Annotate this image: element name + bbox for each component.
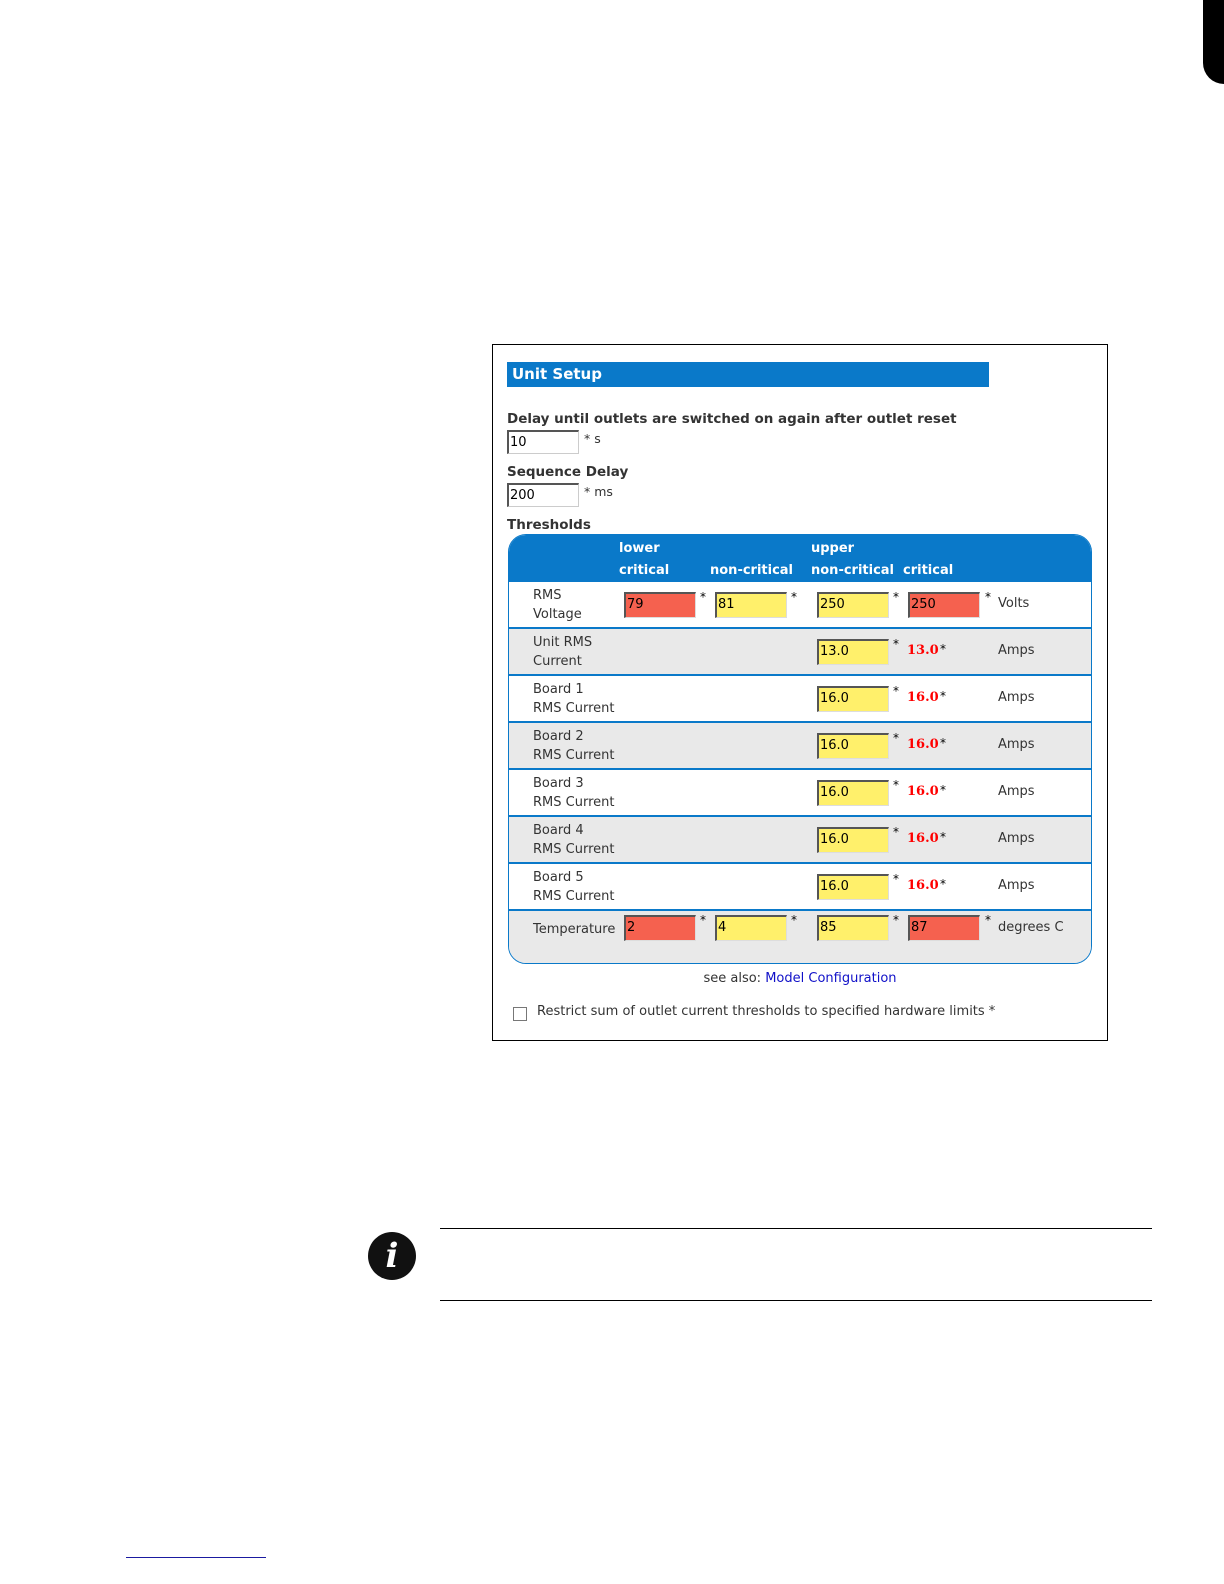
required-star: *	[893, 913, 899, 927]
upper-noncritical-input[interactable]: 16.0	[817, 874, 889, 900]
threshold-row-board-3	[509, 768, 1091, 816]
header-lower-noncritical: non-critical	[710, 563, 794, 578]
thresholds-table	[508, 534, 1092, 964]
upper-noncritical-input[interactable]: 85	[817, 915, 889, 941]
page-edge-tab	[1203, 0, 1224, 84]
required-star: *	[940, 877, 946, 891]
row-label-line1: Board 5	[533, 870, 584, 885]
model-configuration-link[interactable]: Model Configuration	[765, 971, 897, 986]
required-star: *	[940, 689, 946, 703]
upper-noncritical-input[interactable]: 13.0	[817, 639, 889, 665]
threshold-row-board-5	[509, 862, 1091, 910]
threshold-row-rms-voltage	[509, 580, 1091, 628]
row-label-line2: RMS Current	[533, 748, 615, 763]
row-label-line1: Board 2	[533, 729, 584, 744]
upper-critical-value: 16.0	[907, 878, 939, 893]
required-star: *	[940, 736, 946, 750]
delay-label: Delay until outlets are switched on again after outlet reset	[507, 411, 957, 427]
row-label-line1: Board 1	[533, 682, 584, 697]
info-icon: i	[368, 1232, 416, 1280]
thresholds-header	[509, 535, 1091, 580]
row-unit: Volts	[998, 596, 1030, 611]
required-star: *	[893, 731, 899, 745]
upper-critical-value: 16.0	[907, 831, 939, 846]
lower-critical-input[interactable]: 2	[624, 915, 696, 941]
required-star: *	[940, 642, 946, 656]
restrict-label: Restrict sum of outlet current thresholds to specified hardware limits *	[537, 1004, 996, 1019]
row-unit: Amps	[998, 784, 1035, 799]
upper-critical-value: 16.0	[907, 737, 939, 752]
upper-critical-value: 16.0	[907, 690, 939, 705]
lower-critical-input[interactable]: 79	[624, 592, 696, 618]
row-label-line1: Unit RMS	[533, 635, 593, 650]
row-label-line2: Current	[533, 654, 582, 669]
threshold-row-unit-rms-current	[509, 627, 1091, 675]
restrict-checkbox[interactable]	[513, 1007, 527, 1021]
required-star: *	[985, 913, 991, 927]
threshold-row-temperature	[509, 909, 1091, 964]
lower-noncritical-input[interactable]: 81	[715, 592, 787, 618]
threshold-row-board-4	[509, 815, 1091, 863]
row-label-line2: RMS Current	[533, 701, 615, 716]
see-also-prefix: see also:	[703, 971, 762, 986]
upper-noncritical-input[interactable]: 16.0	[817, 780, 889, 806]
required-star: *	[940, 783, 946, 797]
thresholds-label: Thresholds	[507, 517, 591, 533]
row-unit: Amps	[998, 878, 1035, 893]
row-unit: Amps	[998, 737, 1035, 752]
unit-setup-title: Unit Setup	[512, 365, 602, 383]
threshold-row-board-2	[509, 721, 1091, 769]
footer-link-line	[126, 1557, 266, 1558]
header-upper-critical: critical	[903, 563, 954, 578]
row-unit: Amps	[998, 643, 1035, 658]
upper-noncritical-input[interactable]: 250	[817, 592, 889, 618]
required-star: *	[700, 590, 706, 604]
row-unit: Amps	[998, 690, 1035, 705]
upper-noncritical-input[interactable]: 16.0	[817, 686, 889, 712]
unit-setup-panel	[492, 344, 1108, 1041]
row-label-line1: Board 4	[533, 823, 584, 838]
upper-critical-value: 16.0	[907, 784, 939, 799]
required-star: *	[893, 825, 899, 839]
threshold-row-board-1	[509, 674, 1091, 722]
required-star: *	[893, 778, 899, 792]
required-star: *	[700, 913, 706, 927]
sequence-delay-input[interactable]	[507, 483, 579, 507]
header-lower: lower	[619, 541, 660, 556]
header-lower-critical: critical	[619, 563, 670, 578]
row-label-line1: Board 3	[533, 776, 584, 791]
delay-unit: * s	[584, 431, 601, 446]
row-label-line1: Temperature	[533, 922, 616, 937]
required-star: *	[791, 590, 797, 604]
required-star: *	[893, 684, 899, 698]
row-label-line2: RMS Current	[533, 842, 615, 857]
upper-noncritical-input[interactable]: 16.0	[817, 733, 889, 759]
required-star: *	[893, 872, 899, 886]
unit-setup-header	[507, 362, 989, 387]
required-star: *	[893, 637, 899, 651]
row-label-line2: RMS Current	[533, 795, 615, 810]
upper-critical-input[interactable]: 250	[908, 592, 980, 618]
see-also	[493, 971, 1107, 986]
upper-critical-input[interactable]: 87	[908, 915, 980, 941]
row-label-line1: RMS	[533, 588, 562, 603]
required-star: *	[791, 913, 797, 927]
required-star: *	[985, 590, 991, 604]
header-upper-noncritical: non-critical	[811, 563, 895, 578]
lower-noncritical-input[interactable]: 4	[715, 915, 787, 941]
sequence-delay-unit: * ms	[584, 484, 613, 499]
row-label-line2: RMS Current	[533, 889, 615, 904]
row-label-line2: Voltage	[533, 607, 582, 622]
note-top-rule	[440, 1228, 1152, 1229]
upper-critical-value: 13.0	[907, 643, 939, 658]
row-unit: degrees C	[998, 920, 1064, 935]
header-upper: upper	[811, 541, 855, 556]
required-star: *	[940, 830, 946, 844]
upper-noncritical-input[interactable]: 16.0	[817, 827, 889, 853]
row-unit: Amps	[998, 831, 1035, 846]
delay-input[interactable]	[507, 430, 579, 454]
note-bottom-rule	[440, 1300, 1152, 1301]
required-star: *	[893, 590, 899, 604]
sequence-delay-label: Sequence Delay	[507, 464, 629, 480]
